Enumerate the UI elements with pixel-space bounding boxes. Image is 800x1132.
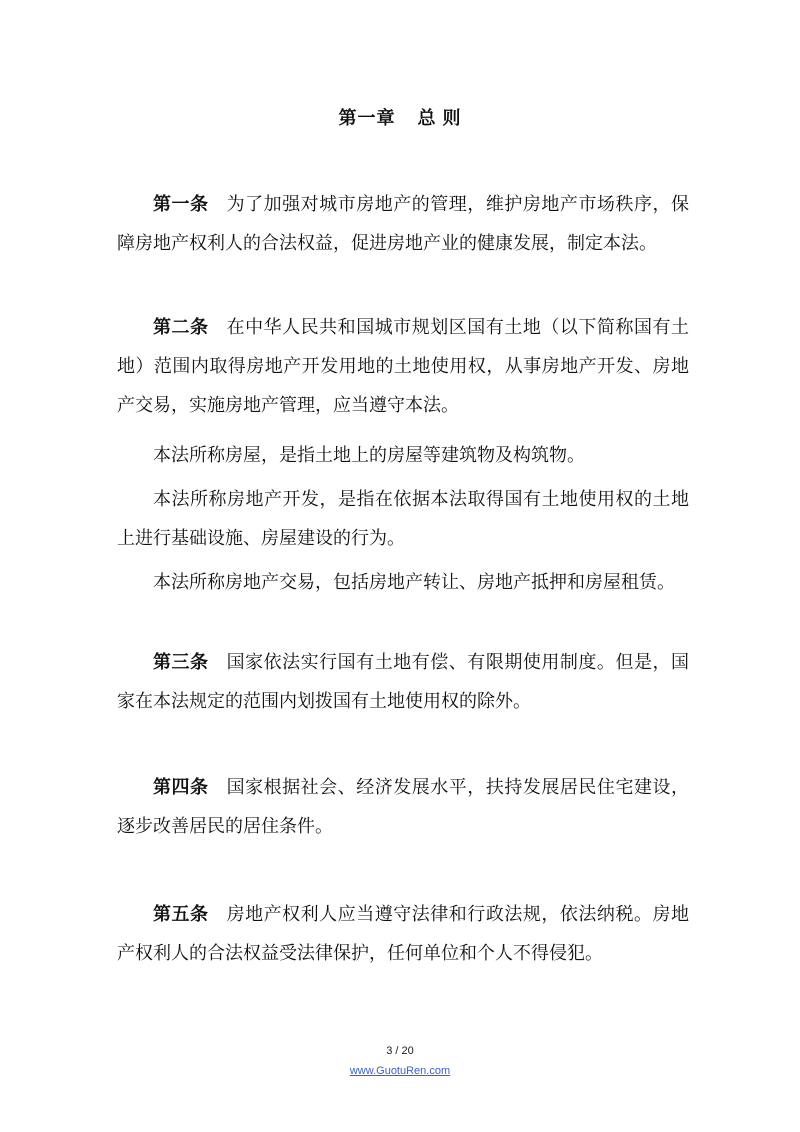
article-1 [117,185,689,263]
article-label: 第二条 [153,317,209,338]
article-label: 第一条 [153,194,209,215]
article-text: 在中华人民共和国城市规划区国有土地（以下简称国有土地）范围内取得房地产开发用地的土地使用权，从事房地产开发、房地产交易，实施房地产管理，应当遵守本法。 [117,317,690,416]
article-3 [117,643,689,721]
article-4 [117,768,689,846]
chapter-heading [0,104,800,130]
page-indicator: 3 / 20 [386,1045,414,1057]
article-label: 第五条 [153,904,209,925]
chapter-title-char-2: 则 [442,108,462,129]
article-2-paragraph-2 [117,436,689,475]
article-text: 国家根据社会、经济发展水平，扶持发展居民住宅建设，逐步改善居民的居住条件。 [117,777,690,837]
article-text: 房地产权利人应当遵守法律和行政法规，依法纳税。房地产权利人的合法权益受法律保护，任何单位和个人不得侵犯。 [117,904,690,964]
article-5 [117,895,689,973]
article-text: 本法所称房地产交易，包括房地产转让、房地产抵押和房屋租赁。 [153,572,675,593]
article-text: 本法所称房屋，是指土地上的房屋等建筑物及构筑物。 [153,445,585,466]
article-text: 为了加强对城市房地产的管理，维护房地产市场秩序，保障房地产权利人的合法权益，促进房地产业的健康发展，制定本法。 [117,194,690,254]
article-2-paragraph-4 [117,563,689,602]
chapter-title-char-1: 总 [417,108,437,129]
article-text: 本法所称房地产开发，是指在依据本法取得国有土地使用权的土地上进行基础设施、房屋建设的行为。 [117,489,689,549]
article-label: 第三条 [153,652,209,673]
article-2 [117,308,689,425]
chapter-number: 第一章 [338,108,396,129]
article-label: 第四条 [153,777,209,798]
article-2-paragraph-3 [117,480,689,558]
article-text: 国家依法实行国有土地有偿、有限期使用制度。但是，国家在本法规定的范围内划拨国有土地使用权的除外。 [117,652,690,712]
website-link[interactable]: www.GuotuRen.com [349,1065,451,1077]
